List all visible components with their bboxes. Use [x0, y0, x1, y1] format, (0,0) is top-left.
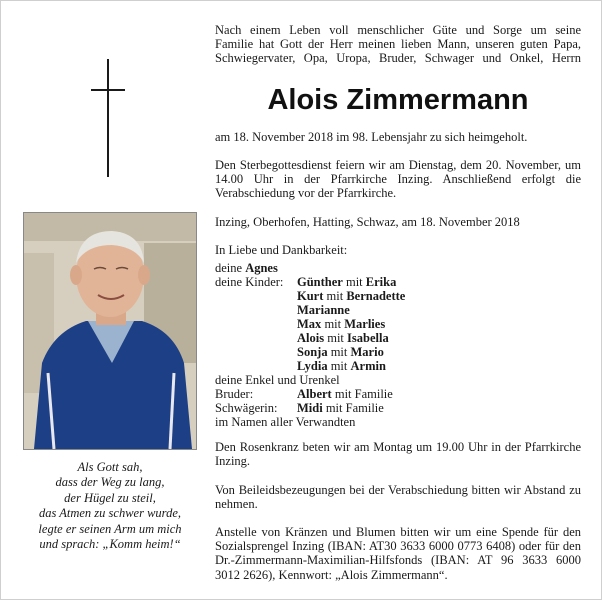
place-and-date: Inzing, Oberhofen, Hatting, Schwaz, am 18. November 2018 [215, 215, 520, 229]
child-partner: Erika [365, 275, 397, 289]
intro-line: Familie hat Gott der Herr meinen lieben Mann, unseren guten Papa, [215, 37, 581, 52]
relatives-text: im Namen aller Verwandten [215, 415, 356, 429]
connector: mit [345, 275, 363, 289]
sister-in-law-name: Midi [297, 401, 323, 415]
intro-line: Schwiegervater, Opa, Uropa, Bruder, Schwager und Onkel, Herrn [215, 51, 581, 66]
death-date-line: am 18. November 2018 im 98. Lebensjahr zu sich heimgeholt. [215, 130, 528, 144]
brother-suffix: mit Familie [334, 387, 393, 401]
gratitude-line [215, 243, 581, 257]
child-name: Marianne [297, 303, 350, 317]
connector: mit [330, 359, 348, 373]
child-name: Sonja [297, 345, 328, 359]
relatives-line [215, 415, 581, 429]
deceased-name: Alois Zimmermann [267, 84, 529, 116]
donation-info: Anstelle von Kränzen und Blumen bitten wir um eine Spende für den Sozialsprengel Inzing (IBAN: AT30 3633 6000 0773 6408) oder für den Dr.-Zimmermann-Maximilian-Hilfsfonds (IBAN: AT 96 3633 6000 3012 2626), Kennwort: „Alois Zimmermann“. [215, 525, 581, 582]
child-name: Günther [297, 275, 343, 289]
child-name: Lydia [297, 359, 328, 373]
child-partner: Bernadette [346, 289, 406, 303]
gratitude-text: In Liebe und Dankbarkeit: [215, 243, 348, 257]
child-name: Max [297, 317, 322, 331]
spouse-name: Agnes [245, 261, 278, 275]
child-row [215, 289, 581, 303]
child-row [215, 345, 581, 359]
sister-in-law-label: Schwägerin: [215, 401, 278, 415]
poem [21, 460, 199, 552]
child-row [215, 303, 581, 317]
poem-line: legte er seinen Arm um mich [38, 521, 182, 536]
poem-line: Als Gott sah, [77, 460, 143, 474]
rosary-info: Den Rosenkranz beten wir am Montag um 19.00 Uhr in der Pfarrkirche Inzing. [215, 440, 581, 469]
poem-line: dass der Weg zu lang, [55, 475, 165, 490]
grandchildren-line [215, 373, 581, 387]
child-name: Kurt [297, 289, 324, 303]
child-partner: Mario [350, 345, 384, 359]
child-partner: Armin [350, 359, 386, 373]
child-row [215, 275, 581, 289]
connector: mit [327, 331, 344, 345]
grandchildren-text: deine Enkel und Urenkel [215, 373, 340, 387]
cross-vertical-bar [107, 59, 109, 177]
child-row [215, 331, 581, 345]
spouse-prefix: deine [215, 261, 243, 275]
brother-name: Albert [297, 387, 332, 401]
poem-line: und sprach: „Komm heim!“ [39, 537, 181, 552]
intro-text [215, 23, 581, 66]
connector: mit [324, 317, 342, 331]
child-partner: Marlies [344, 317, 386, 331]
funeral-info: Den Sterbegottesdienst feiern wir am Dienstag, dem 20. November, um 14.00 Uhr in der Pfarrkirche Inzing. Anschließend erfolgt die Verabschiedung vor der Pfarrkirche. [215, 158, 581, 201]
condolence-info: Von Beileidsbezeugungen bei der Verabschiedung bitten wir Abstand zu nehmen. [215, 483, 581, 512]
child-row [215, 359, 581, 373]
portrait-photo [23, 212, 197, 450]
family-section [215, 243, 581, 429]
poem-line: der Hügel zu steil, [64, 490, 156, 505]
child-partner: Isabella [347, 331, 389, 345]
sister-in-law-suffix: mit Familie [325, 401, 384, 415]
brother-label: Bruder: [215, 387, 254, 401]
brother-line [215, 387, 581, 401]
connector: mit [330, 345, 348, 359]
spouse-line [215, 261, 581, 275]
poem-line: das Atmen zu schwer wurde, [38, 506, 181, 521]
sister-in-law-line [215, 401, 581, 415]
children-label: deine Kinder: [215, 275, 284, 289]
intro-line: Nach einem Leben voll menschlicher Güte und Sorge um seine [215, 23, 581, 37]
connector: mit [326, 289, 344, 303]
child-name: Alois [297, 331, 325, 345]
portrait-illustration [24, 213, 196, 449]
child-row [215, 317, 581, 331]
cross-horizontal-bar [91, 89, 125, 91]
